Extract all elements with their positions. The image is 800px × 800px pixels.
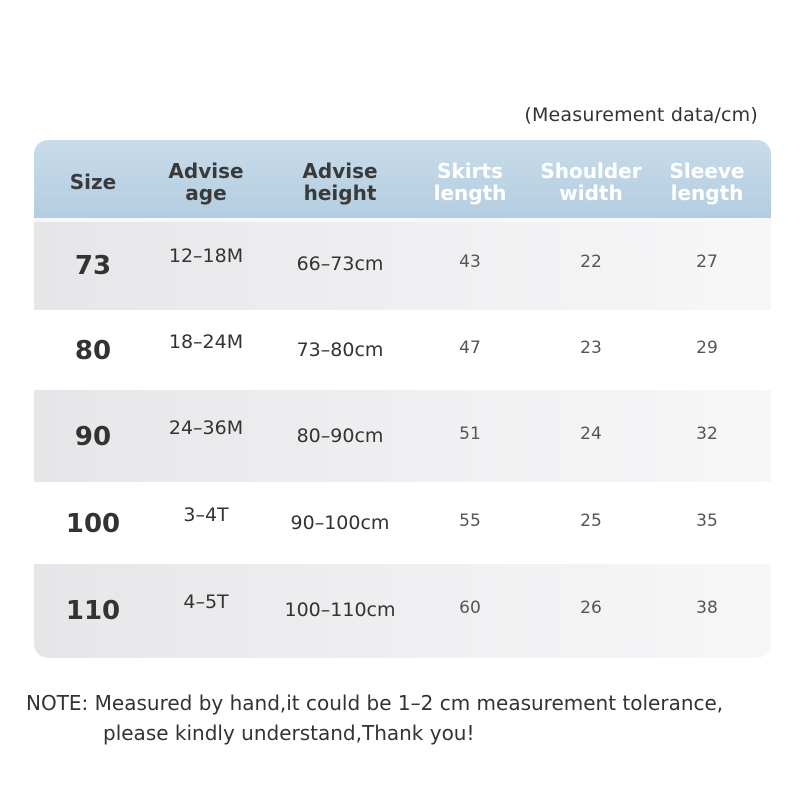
- sleeve-length-cell: 27: [696, 252, 718, 272]
- age-cell: 3–4T: [183, 504, 229, 526]
- header-advise-age: Advise age: [168, 159, 244, 205]
- size-cell: 80: [74, 336, 112, 366]
- height-cell: 100–110cm: [284, 599, 396, 621]
- header-sleeve-length: Sleeve length: [669, 159, 745, 205]
- shoulder-width-cell: 22: [580, 252, 602, 272]
- sleeve-length-cell: 29: [696, 338, 718, 358]
- sleeve-length-cell: 32: [696, 424, 718, 444]
- height-cell: 66–73cm: [296, 253, 384, 275]
- sleeve-length-cell: 35: [696, 511, 718, 531]
- measurement-unit-note: (Measurement data/cm): [524, 104, 758, 126]
- shoulder-width-cell: 26: [580, 598, 602, 618]
- age-cell: 24–36M: [168, 417, 244, 439]
- table-row: [34, 564, 771, 658]
- shoulder-width-cell: 25: [580, 511, 602, 531]
- size-cell: 73: [74, 251, 112, 281]
- header-shoulder-width: Shoulder width: [540, 159, 642, 205]
- note-line-1: NOTE: Measured by hand,it could be 1–2 cm measurement tolerance,: [26, 691, 724, 715]
- skirts-length-cell: 55: [459, 511, 481, 531]
- height-cell: 80–90cm: [296, 425, 384, 447]
- size-chart-table: [34, 140, 771, 658]
- shoulder-width-cell: 23: [580, 338, 602, 358]
- age-cell: 4–5T: [183, 591, 229, 613]
- age-cell: 12–18M: [168, 245, 244, 267]
- header-skirts-length: Skirts length: [433, 159, 507, 205]
- skirts-length-cell: 43: [459, 252, 481, 272]
- size-cell: 100: [65, 509, 121, 539]
- age-cell: 18–24M: [168, 331, 244, 353]
- skirts-length-cell: 47: [459, 338, 481, 358]
- height-cell: 90–100cm: [290, 512, 390, 534]
- height-cell: 73–80cm: [296, 339, 384, 361]
- table-row: [34, 310, 771, 390]
- tolerance-note: [26, 688, 723, 748]
- sleeve-length-cell: 38: [696, 598, 718, 618]
- skirts-length-cell: 51: [459, 424, 481, 444]
- size-cell: 110: [65, 596, 121, 626]
- table-row: [34, 222, 771, 310]
- note-line-2: please kindly understand,Thank you!: [103, 721, 475, 745]
- shoulder-width-cell: 24: [580, 424, 602, 444]
- size-cell: 90: [74, 422, 112, 452]
- table-row: [34, 390, 771, 482]
- skirts-length-cell: 60: [459, 598, 481, 618]
- table-row: [34, 482, 771, 564]
- table-header: [34, 140, 771, 218]
- header-size: Size: [69, 170, 117, 194]
- header-advise-height: Advise height: [302, 159, 378, 205]
